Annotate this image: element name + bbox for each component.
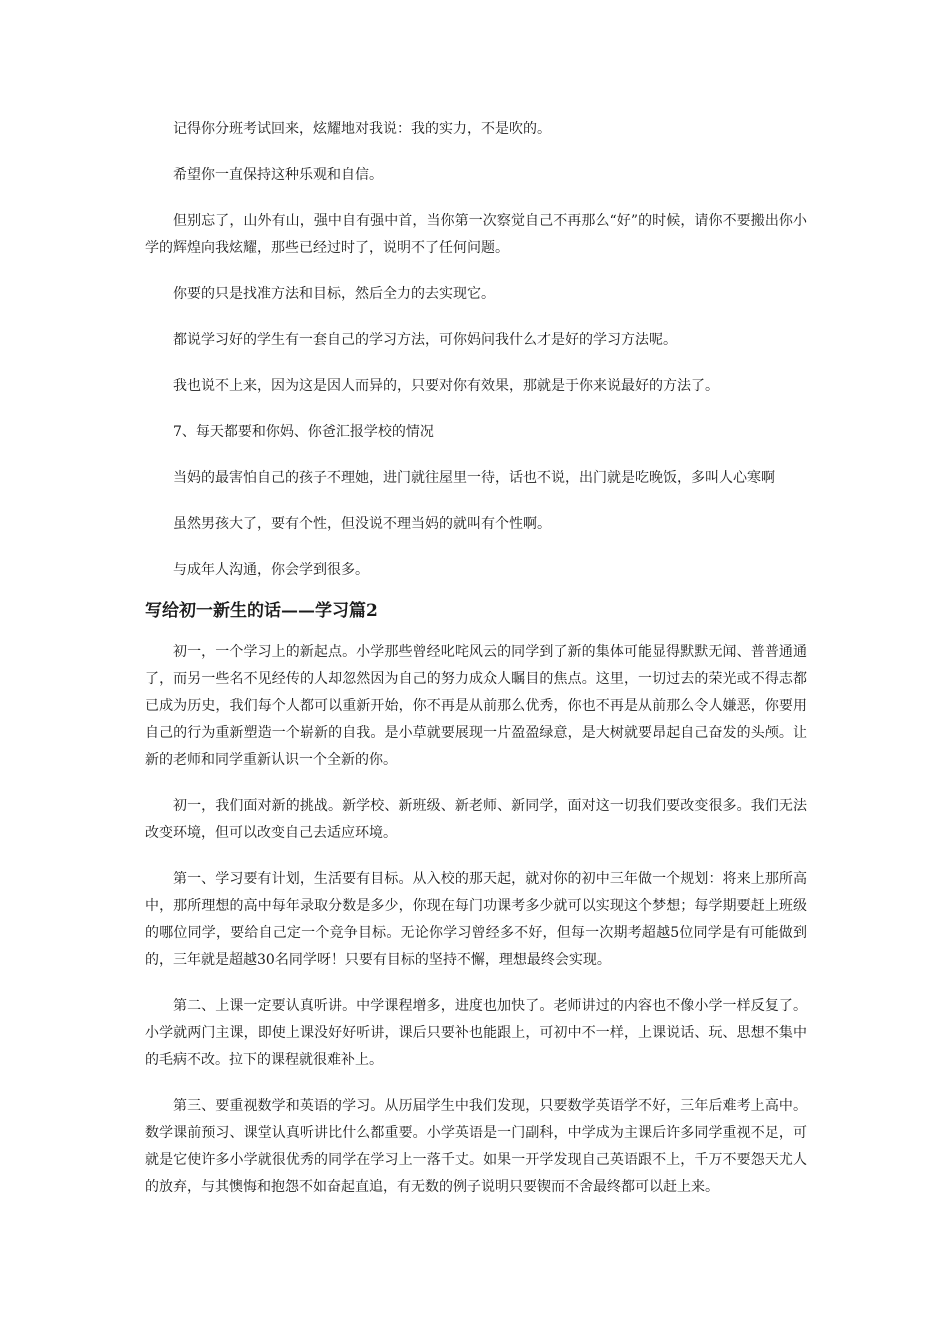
paragraph: 我也说不上来，因为这是因人而异的，只要对你有效果，那就是于你来说最好的方法了。	[173, 378, 719, 394]
paragraph: 你要的只是找准方法和目标，然后全力的去实现它。	[173, 286, 495, 302]
paragraph: 但别忘了，山外有山，强中自有强中首，当你第一次察觉自己不再那么“好”的时候，请你不要搬出你小学的辉煌向我炫耀，那些已经过时了，说明不了任何问题。	[145, 213, 807, 256]
paragraph: 初一，我们面对新的挑战。新学校、新班级、新老师、新同学，面对这一切我们要改变很多。我们无法改变环境，但可以改变自己去适应环境。	[145, 798, 807, 841]
section-title: 写给初一新生的话——学习篇2	[145, 601, 378, 621]
paragraph: 希望你一直保持这种乐观和自信。	[173, 167, 383, 183]
paragraph: 第二、上课一定要认真听讲。中学课程增多，进度也加快了。老师讲过的内容也不像小学一样反复了。小学就两门主课，即使上课没好好听讲，课后只要补也能跟上，可初中不一样，上课说话、玩、思想不集中的毛病不改。拉下的课程就很难补上。	[145, 998, 807, 1068]
list-item-heading: 7、每天都要和你妈、你爸汇报学校的情况	[173, 424, 434, 440]
paragraph: 当妈的最害怕自己的孩子不理她，进门就往屋里一待，话也不说，出门就是吃晚饭，多叫人心寒啊	[173, 470, 775, 486]
paragraph: 第三、要重视数学和英语的学习。从历届学生中我们发现，只要数学英语学不好，三年后难考上高中。数学课前预习、课堂认真听讲比什么都重要。小学英语是一门副科，中学成为主课后许多同学重视不足，可就是它使许多小学就很优秀的同学在学习上一落千丈。如果一开学发现自己英语跟不上，千万不要怨天尤人的放弃，与其懊悔和抱怨不如奋起直追，有无数的例子说明只要锲而不舍最终都可以赶上来。	[145, 1098, 807, 1195]
paragraph: 初一，一个学习上的新起点。小学那些曾经叱咤风云的同学到了新的集体可能显得默默无闻、普普通通了，而另一些名不见经传的人却忽然因为自己的努力成众人瞩目的焦点。这里，一切过去的荣光或不得志都已成为历史，我们每个人都可以重新开始，你不再是从前那么优秀，你也不再是从前那么令人嫌恶，你要用自己的行为重新塑造一个崭新的自我。是小草就要展现一片盈盈绿意，是大树就要昂起自己奋发的头颅。让新的老师和同学重新认识一个全新的你。	[145, 644, 807, 768]
document-body	[145, 116, 807, 1220]
paragraph: 记得你分班考试回来，炫耀地对我说：我的实力，不是吹的。	[173, 121, 551, 137]
paragraph: 都说学习好的学生有一套自己的学习方法，可你妈问我什么才是好的学习方法呢。	[173, 332, 677, 348]
paragraph: 虽然男孩大了，要有个性，但没说不理当妈的就叫有个性啊。	[173, 516, 551, 532]
paragraph: 第一、学习要有计划，生活要有目标。从入校的那天起，就对你的初中三年做一个规划：将来上那所高中，那所理想的高中每年录取分数是多少，你现在每门功课考多少就可以实现这个梦想；每学期要赶上班级的哪位同学，要给自己定一个竞争目标。无论你学习曾经多不好，但每一次期考超越5位同学是有可能做到的，三年就是超越30名同学呀！只要有目标的坚持不懈，理想最终会实现。	[145, 871, 807, 968]
paragraph: 与成年人沟通，你会学到很多。	[173, 562, 369, 578]
